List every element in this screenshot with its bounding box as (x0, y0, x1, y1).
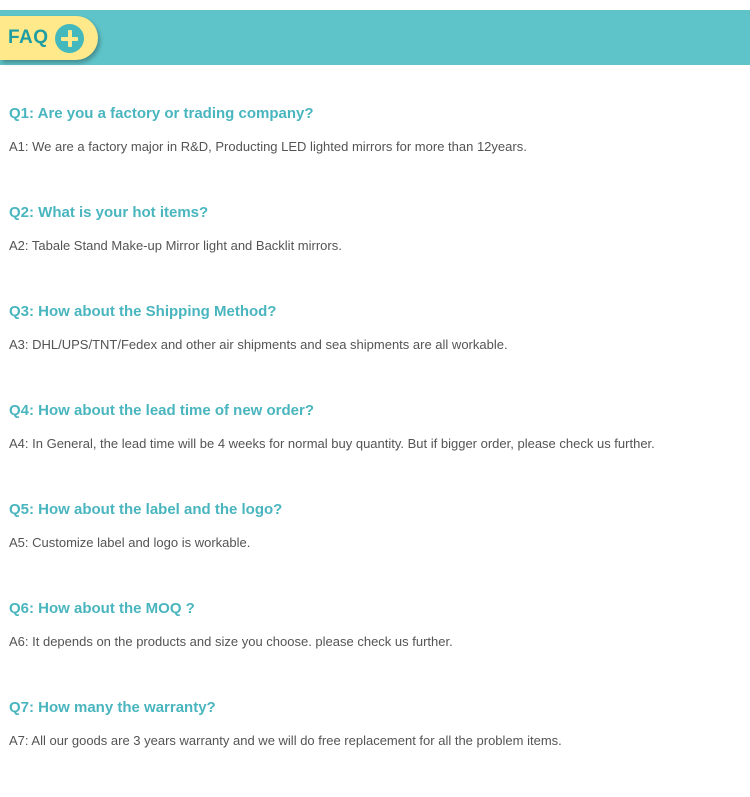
faq-item-1 (9, 104, 744, 203)
faq-item-6 (9, 599, 744, 698)
faq-answer-7: A7: All our goods are 3 years warranty and we will do free replacement for all the problem items. (9, 733, 562, 748)
faq-question-7: Q7: How many the warranty? (9, 699, 216, 716)
faq-question-6: Q6: How about the MOQ ? (9, 600, 195, 617)
faq-answer-5: A5: Customize label and logo is workable. (9, 535, 251, 550)
faq-answer-6: A6: It depends on the products and size you choose. please check us further. (9, 634, 453, 649)
faq-question-3: Q3: How about the Shipping Method? (9, 303, 277, 320)
faq-title: FAQ (8, 27, 49, 48)
faq-item-2 (9, 203, 744, 302)
faq-item-3 (9, 302, 744, 401)
faq-question-5: Q5: How about the label and the logo? (9, 501, 283, 518)
faq-question-2: Q2: What is your hot items? (9, 204, 209, 221)
faq-answer-3: A3: DHL/UPS/TNT/Fedex and other air shipments and sea shipments are all workable. (9, 337, 508, 352)
faq-question-4: Q4: How about the lead time of new order? (9, 402, 315, 419)
faq-item-5 (9, 500, 744, 599)
faq-list (9, 104, 744, 797)
faq-answer-2: A2: Tabale Stand Make-up Mirror light and Backlit mirrors. (9, 238, 342, 253)
faq-answer-1: A1: We are a factory major in R&D, Producting LED lighted mirrors for more than 12years. (9, 139, 527, 154)
faq-item-4 (9, 401, 744, 500)
faq-question-1: Q1: Are you a factory or trading company? (9, 105, 314, 122)
faq-tab[interactable] (0, 16, 98, 60)
faq-header-bar (0, 10, 750, 65)
plus-icon[interactable] (55, 24, 84, 53)
faq-item-7 (9, 698, 744, 797)
faq-answer-4: A4: In General, the lead time will be 4 weeks for normal buy quantity. But if bigger order, please check us further. (9, 436, 655, 451)
